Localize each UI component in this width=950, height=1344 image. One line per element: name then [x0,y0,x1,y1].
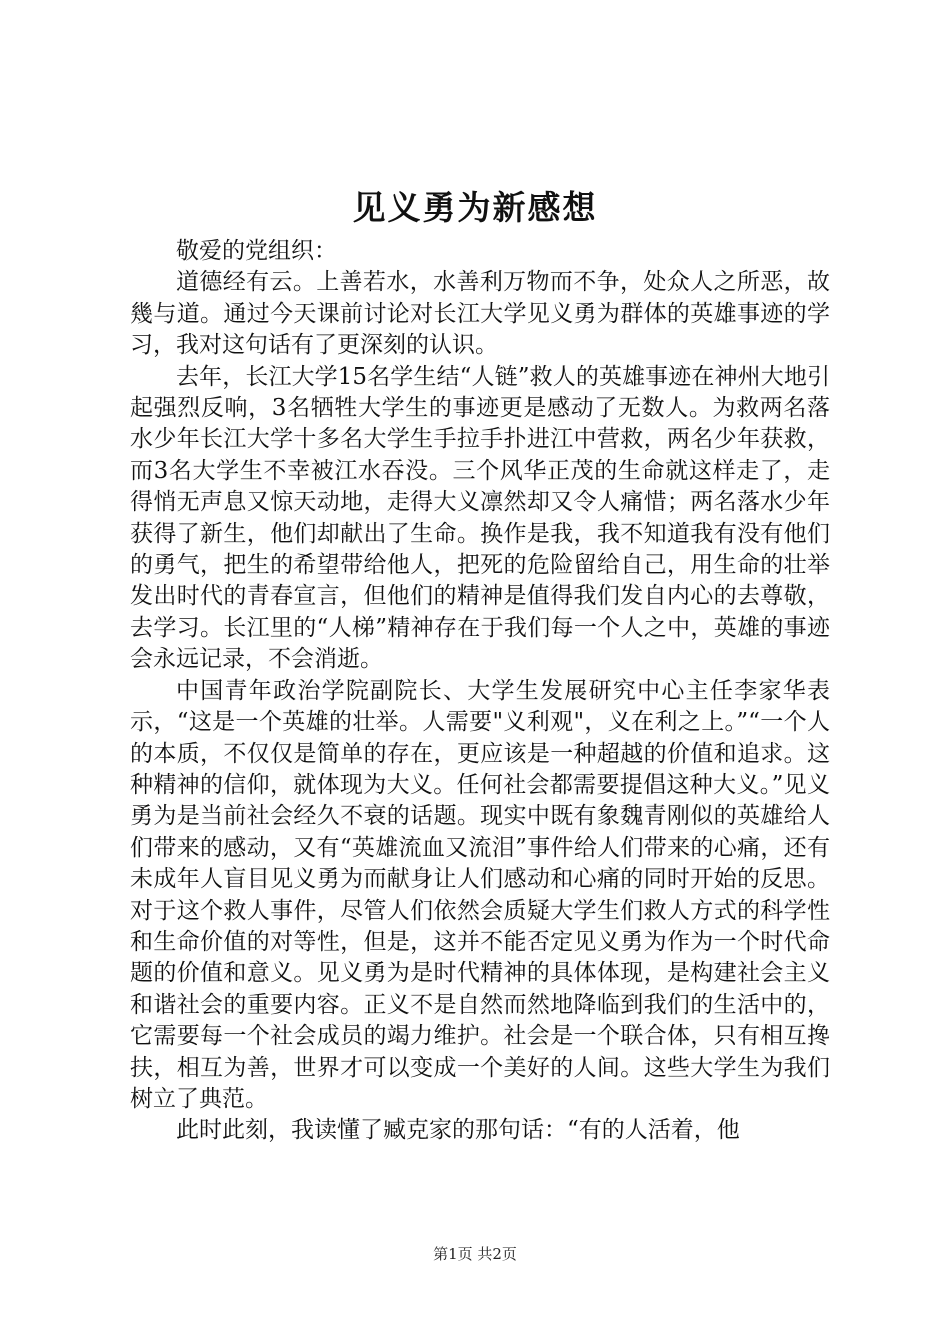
paragraph-3: 中国青年政治学院副院长、大学生发展研究中心主任李家华表示，“这是一个英雄的壮举。人需要"义利观"，义在利之上。”“一个人的本质，不仅仅是简单的存在，更应该是一种超越的价值和追求。这种精神的信仰，就体现为大义。任何社会都需要提倡这种大义。”见义勇为是当前社会经久不衰的话题。现实中既有象魏青刚似的英雄给人们带来的感动，又有“英雄流血又流泪”事件给人们带来的心痛，还有未成年人盲目见义勇为而献身让人们感动和心痛的同时开始的反思。对于这个救人事件，尽管人们依然会质疑大学生们救人方式的科学性和生命价值的对等性，但是，这并不能否定见义勇为作为一个时代命题的价值和意义。见义勇为是时代精神的具体体现，是构建社会主义和谐社会的重要内容。正义不是自然而然地降临到我们的生活中的，它需要每一个社会成员的竭力维护。社会是一个联合体，只有相互搀扶，相互为善，世界才可以变成一个美好的人间。这些大学生为我们树立了典范。 [130,677,830,1112]
salutation: 敬爱的党组织： [176,238,337,264]
page-title: 见义勇为新感想 [352,188,598,227]
page-footer: 第1页 共2页 [433,1245,517,1263]
paragraph-1: 道德经有云。上善若水，水善利万物而不争，处众人之所恶，故幾与道。通过今天课前讨论对长江大学见义勇为群体的英雄事迹的学习，我对这句话有了更深刻的认识。 [130,269,830,359]
paragraph-4: 此时此刻，我读懂了臧克家的那句话：“有的人活着，他 [176,1117,740,1144]
paragraph-2: 去年，长江大学15名学生结“人链”救人的英雄事迹在神州大地引起强烈反响，3名牺牲大学生的事迹更是感动了无数人。为救两名落水少年长江大学十多名大学生手拉手扑进江中营救，两名少年获救，而3名大学生不幸被江水吞没。三个风华正茂的生命就这样走了，走得悄无声息又惊天动地，走得大义凛然却又令人痛惜；两名落水少年获得了新生，他们却献出了生命。换作是我，我不知道我有没有他们的勇气，把生的希望带给他人，把死的危险留给自己，用生命的壮举发出时代的青春宣言，但他们的精神是值得我们发自内心的去尊敬，去学习。长江里的“人梯”精神存在于我们每一个人之中，英雄的事迹会永远记录，不会消逝。 [130,363,830,673]
document-body [130,236,830,1147]
